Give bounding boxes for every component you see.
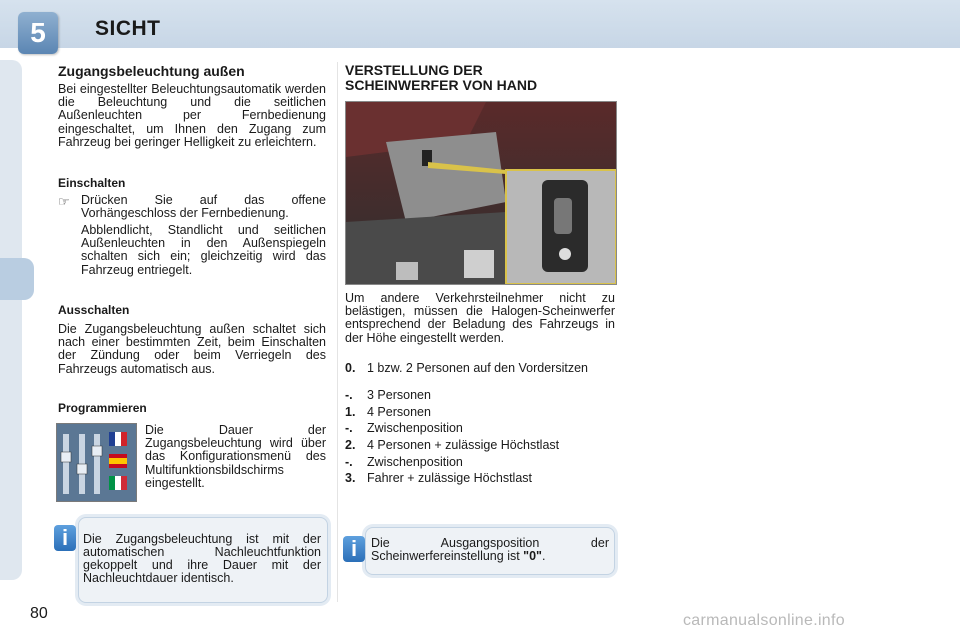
info-icon: i [343,536,365,562]
side-rail-tab [0,258,34,300]
section-title-access-lighting: Zugangsbeleuchtung außen [58,63,245,79]
position-item-0 [345,362,615,375]
position-key: -. [345,421,353,435]
position-text: 3 Personen [367,388,431,402]
position-key: 0. [345,361,356,375]
off-paragraph: Die Zugangsbeleuchtung außen schaltet sich nach einer bestimmten Zeit, beim Einschalten der Zündung oder beim Verriegeln des Fahrzeugs automatisch aus. [58,322,326,376]
on-step-text: Drücken Sie auf das offene Vorhängeschloss der Fernbedienung. [81,193,326,221]
subheading-on: Einschalten [58,176,126,190]
position-text: 4 Personen + zulässige Höchstlast [367,438,560,452]
page-number: 80 [30,605,48,622]
info-icon: i [54,525,76,551]
note-text-left: Die Zugangsbeleuchtung ist mit der automatischen Nachleuchtfunktion gekoppelt und ihre Dauer mit der Nachleuchtdauer identisch. [83,532,321,585]
section-title-headlamp [345,63,537,93]
position-item-1 [345,389,431,402]
position-key: -. [345,455,353,469]
position-text: Zwischenposition [367,455,463,469]
watermark: carmanualsonline.info [683,612,845,629]
position-item-3 [345,422,463,435]
position-key: 3. [345,471,356,485]
headlamp-adjuster-photo [345,101,617,285]
program-paragraph: Die Dauer der Zugangsbeleuchtung wird über das Konfigurationsmenü des Multifunktionsbildschirms eingestellt. [145,423,326,490]
position-key: 2. [345,438,356,452]
position-item-4 [345,439,559,452]
position-text: 4 Personen [367,405,431,419]
position-key: -. [345,388,353,402]
config-menu-image [56,423,137,502]
note-text-right-prefix: Die Ausgangsposition der Scheinwerfereinstellung ist [371,536,609,563]
note-text-right-suffix: . [541,549,546,563]
column-divider [337,62,338,602]
position-text: Zwischenposition [367,421,463,435]
note-text-right-value: "0" [523,549,542,563]
position-text: Fahrer + zulässige Höchstlast [367,471,533,485]
on-result-text: Abblendlicht, Standlicht und seitlichen Außenleuchten in den Außenspiegeln schalten sich ein; gleichzeitig wird das Fahrzeug entriegelt. [81,223,326,277]
headlamp-intro: Um andere Verkehrsteilnehmer nicht zu belästigen, müssen die Halogen-Scheinwerfer entsprechend der Beladung des Fahrzeugs in der Höhe eingestellt werden. [345,291,615,345]
position-item-2 [345,406,431,419]
section-title-line1: VERSTELLUNG DER [345,62,483,78]
chapter-title: SICHT [95,17,161,40]
position-text: 1 bzw. 2 Personen auf den Vordersitzen [367,361,588,375]
section-title-line2: SCHEINWERFER VON HAND [345,77,538,93]
position-item-6 [345,472,532,485]
position-item-5 [345,456,463,469]
intro-paragraph: Bei eingestellter Beleuchtungsautomatik werden die Beleuchtung und die seitlichen Außenleuchten per Fernbedienung eingeschaltet, um Ihnen den Zugang zum Fahrzeug bei geringer Helligkeit zu erleichtern. [58,82,326,149]
position-key: 1. [345,405,356,419]
side-rail [0,60,22,580]
subheading-off: Ausschalten [58,303,130,317]
note-text-right [371,537,609,563]
chapter-number: 5 [18,12,58,54]
phone-icon: ☞ [58,194,70,209]
subheading-program: Programmieren [58,401,147,415]
